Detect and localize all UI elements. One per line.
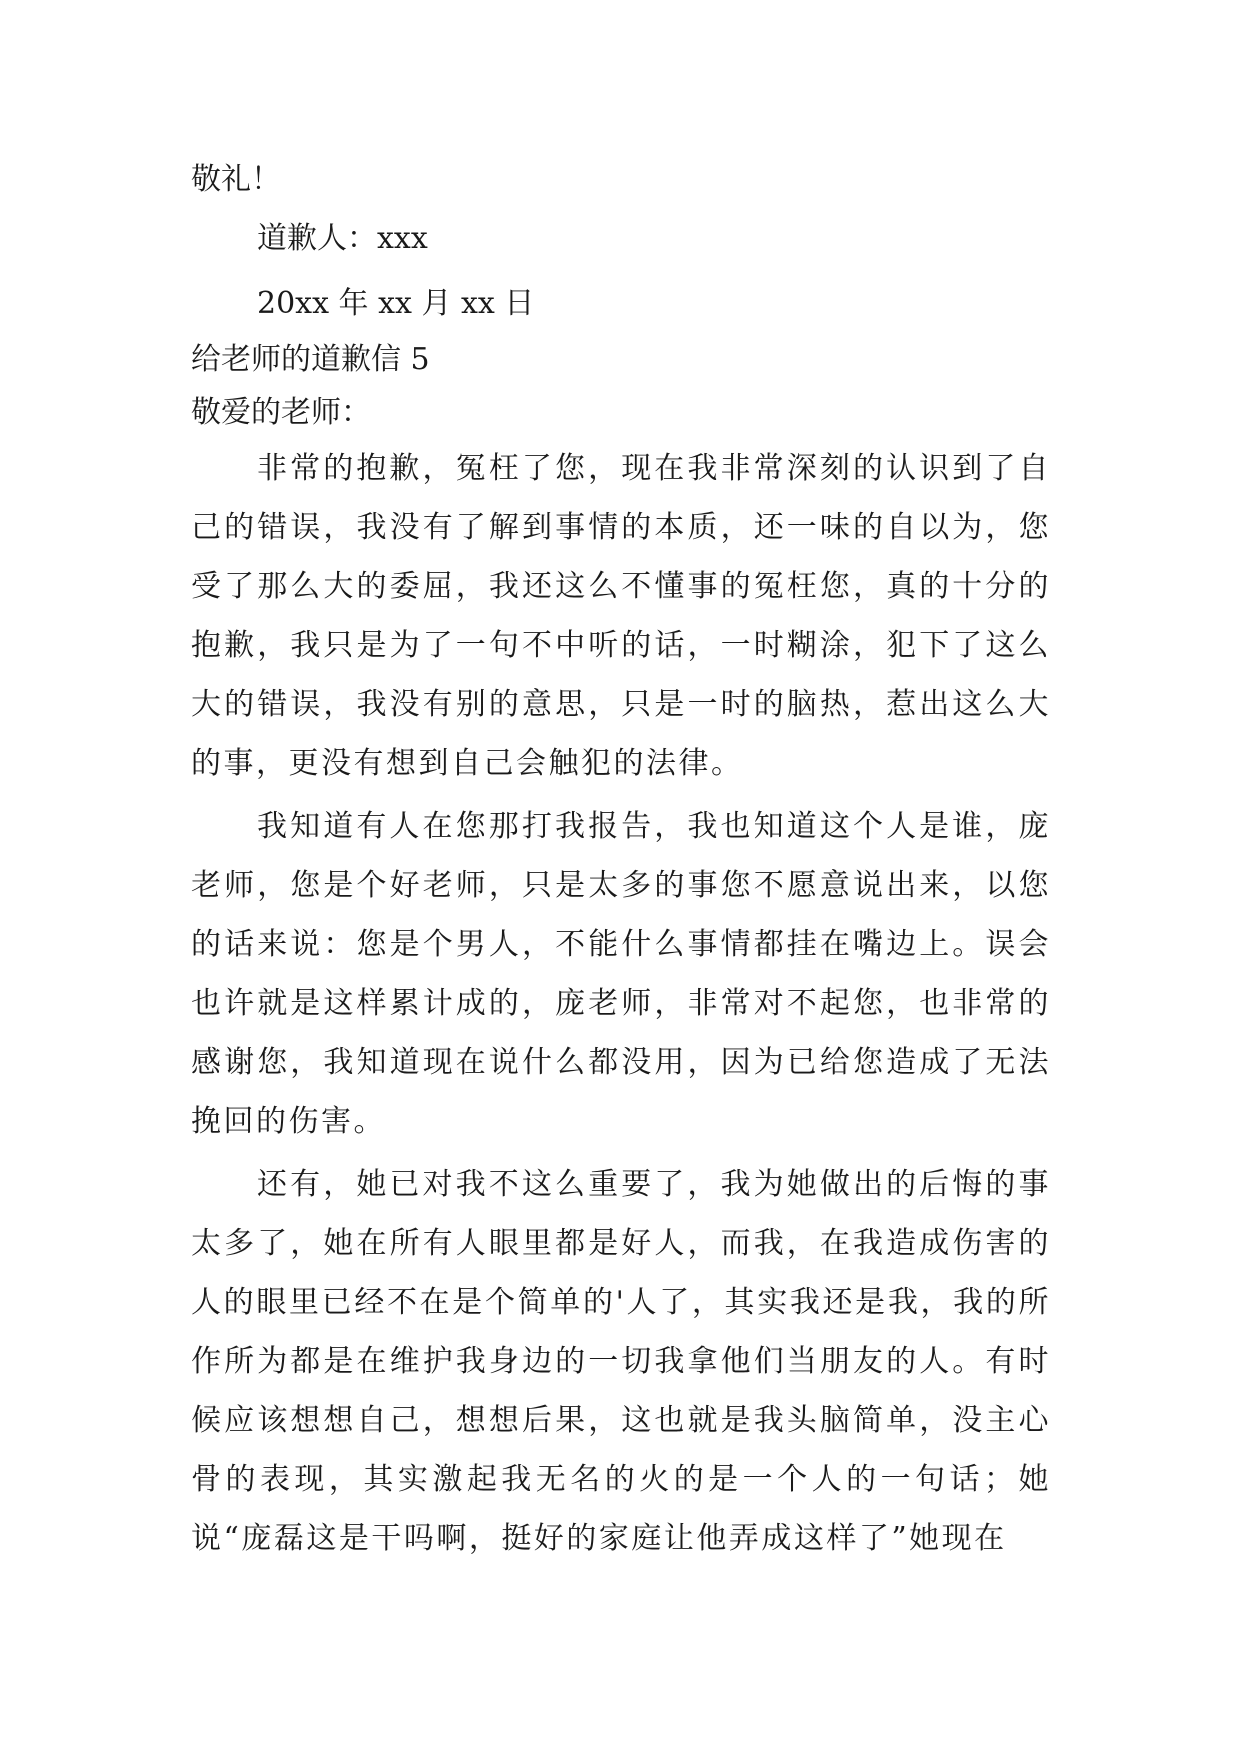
signer-line: 道歉人：xxx xyxy=(257,221,428,256)
greeting-line: 敬爱的老师： xyxy=(191,395,371,430)
letter-body xyxy=(191,150,1051,1568)
paragraph: 非常的抱歉，冤枉了您，现在我非常深刻的认识到了自己的错误，我没有了解到事情的本质，还一味的自以为，您受了那么大的委屈，我还这么不懂事的冤枉您，真的十分的抱歉，我只是为了一句不中听的话，一时糊涂，犯下了这么大的错误，我没有别的意思，只是一时的脑热，惹出这么大的事，更没有想到自己会触犯的法律。 xyxy=(191,451,1051,781)
letter-title: 给老师的道歉信 5 xyxy=(191,342,430,377)
closing-salutation: 敬礼！ xyxy=(191,162,281,197)
paragraph: 我知道有人在您那打我报告，我也知道这个人是谁，庞老师，您是个好老师，只是太多的事您不愿意说出来，以您的话来说：您是个男人，不能什么事情都挂在嘴边上。误会也许就是这样累计成的，庞老师，非常对不起您，也非常的感谢您，我知道现在说什么都没用，因为已给您造成了无法挽回的伤害。 xyxy=(191,809,1051,1139)
date-line: 20xx 年 xx 月 xx 日 xyxy=(257,286,535,321)
paragraph: 还有，她已对我不这么重要了，我为她做出的后悔的事太多了，她在所有人眼里都是好人，而我，在我造成伤害的人的眼里已经不在是个简单的'人了，其实我还是我，我的所作所为都是在维护我身边的一切我拿他们当朋友的人。有时候应该想想自己，想想后果，这也就是我头脑简单，没主心骨的表现，其实激起我无名的火的是一个人的一句话；她说“庞磊这是干吗啊，挺好的家庭让他弄成这样了”她现在 xyxy=(191,1167,1051,1556)
